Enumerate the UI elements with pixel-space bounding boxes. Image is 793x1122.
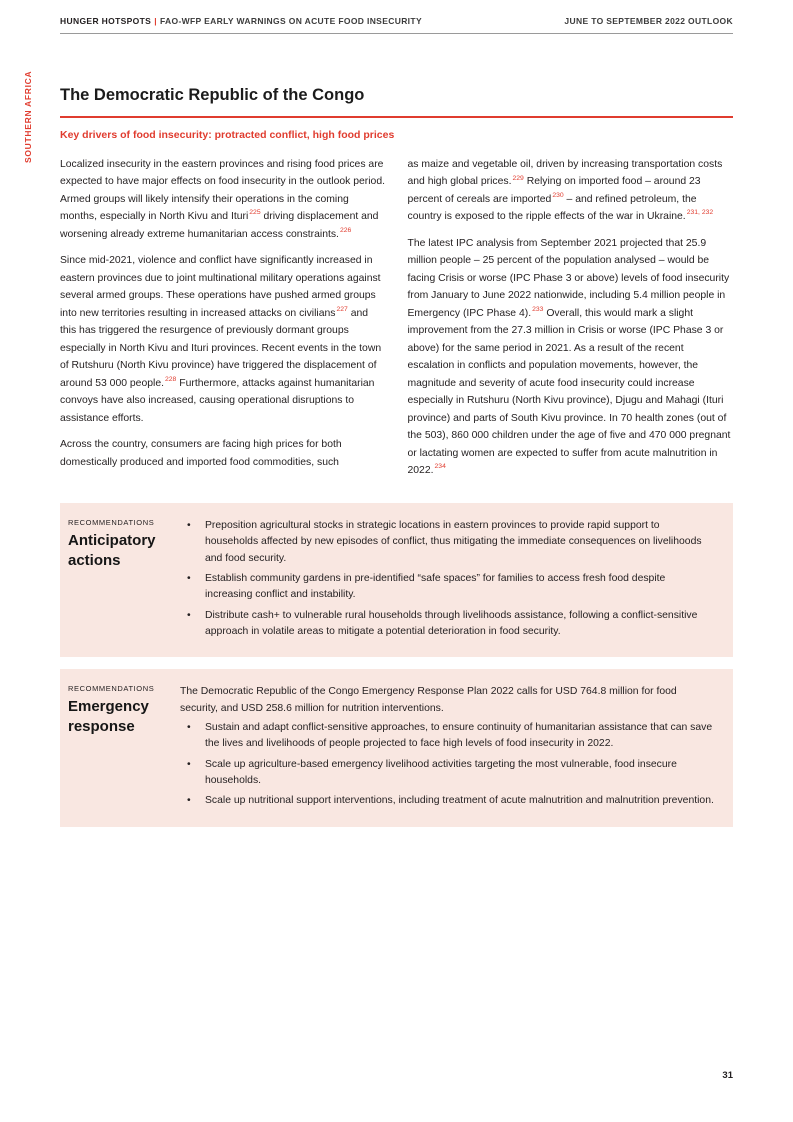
recommendation-item: • Scale up nutritional support interventions, including treatment of acute malnutrition and malnutrition prevention. — [180, 793, 715, 809]
header-left — [60, 16, 422, 26]
body-column-left — [60, 156, 386, 488]
recommendation-item: • Establish community gardens in pre-identified “safe spaces” for families to access fresh food despite increasing conflict and instability. — [180, 571, 715, 604]
box-content — [180, 518, 715, 644]
footnote-ref: 231, 232 — [686, 209, 714, 217]
body-column-right — [408, 156, 734, 488]
paragraph: Since mid-2021, violence and conflict have significantly increased in eastern provinces due to joint multinational military operations against several armed groups. These operations have pushed armed groups into new territories resulting in increased attacks on civilians$^{227}$ and this has triggered the resurgence of previously dormant groups especially in North Kivu and Ituri provinces. Recent events in the town of Rutshuru (North Kivu province) have triggered the displacement of around 53 000 people.$^{228}$ Furthermore, attacks against humanitarian convoys have also increased, causing operational disruptions to assistance efforts. — [60, 255, 382, 424]
anticipatory-actions-box — [60, 503, 733, 657]
header-divider — [60, 33, 733, 34]
footnote-ref: 229 — [512, 174, 524, 182]
region-label: SOUTHERN AFRICA — [23, 70, 33, 163]
box-label: RECOMMENDATIONS — [68, 518, 155, 527]
recommendation-item: • Distribute cash+ to vulnerable rural households through livelihoods assistance, following a conflict-sensitive approach in volatile areas to mitigate a potential deterioration in food security. — [180, 608, 715, 641]
paragraph: as maize and vegetable oil, driven by increasing transportation costs and high global prices.$^{229}$ Relying on imported food – around 23 percent of cereals are imported$^{230}$ – and refined petroleum, the country is exposed to the ripple effects of the war in Ukraine.$^{231, 232}$ — [407, 159, 723, 223]
paragraph: Across the country, consumers are facing high prices for both domestically produced and imported food commodities, such — [60, 439, 342, 468]
box-content — [180, 684, 715, 813]
header-outlook: JUNE TO SEPTEMBER 2022 OUTLOOK — [564, 16, 733, 26]
footnote-ref: 234 — [434, 463, 446, 470]
page-number: 31 — [722, 1070, 733, 1081]
box-side — [68, 684, 180, 813]
recommendation-item: • Preposition agricultural stocks in strategic locations in eastern provinces to provide rapid support to households affected by new episodes of conflict, thus mitigating the immediate consequences on livelihoods and food security. — [180, 518, 715, 567]
title-divider — [60, 116, 733, 118]
paragraph: Localized insecurity in the eastern provinces and rising food prices are expected to have major effects on food insecurity in the outlook period. Armed groups will likely intensify their operations in the coming months, especially in North Kivu and Ituri$^{225}$ driving displacement and worsening already extreme humanitarian access constraints.$^{226}$ — [60, 159, 386, 240]
footnote-ref: 226 — [339, 226, 352, 234]
footnote-ref: 233 — [532, 305, 544, 313]
recommendation-item: • Sustain and adapt conflict-sensitive approaches, to ensure continuity of humanitarian assistance that can save the lives and livelihoods of people projected to face high levels of food insecurity in 2022. — [180, 720, 715, 753]
recommendation-boxes — [60, 503, 733, 827]
box-intro: The Democratic Republic of the Congo Emergency Response Plan 2022 calls for USD 764.8 million for food security, and USD 258.6 million for nutrition interventions. — [180, 686, 677, 714]
report-brand: HUNGER HOTSPOTS — [60, 16, 152, 26]
footnote-ref: 227 — [336, 305, 348, 313]
emergency-response-box — [60, 669, 733, 826]
page-title: The Democratic Republic of the Congo — [60, 86, 365, 104]
footnote-ref: 225 — [249, 209, 261, 217]
key-drivers-heading: Key drivers of food insecurity: protracted conflict, high food prices — [60, 129, 395, 141]
footnote-ref: 230 — [552, 191, 564, 199]
body-columns — [60, 156, 733, 488]
page-header — [60, 16, 733, 26]
header-separator: | — [154, 16, 157, 26]
footnote-ref: 228 — [165, 375, 177, 383]
box-side — [68, 518, 180, 644]
recommendation-list — [180, 720, 715, 810]
recommendation-item: • Scale up agriculture-based emergency livelihood activities targeting the most vulnerable, food insecure households. — [180, 757, 715, 790]
report-tagline: FAO-WFP EARLY WARNINGS ON ACUTE FOOD INSECURITY — [159, 16, 422, 26]
box-title: Anticipatory actions — [68, 532, 156, 569]
recommendation-list — [180, 518, 715, 640]
box-label: RECOMMENDATIONS — [68, 684, 155, 694]
paragraph: The latest IPC analysis from September 2021 projected that 25.9 million people – 25 percent of the population analysed – would be facing Crisis or worse (IPC Phase 3 or above) levels of food insecurity from January to June 2022 nationwide, including 5.4 million people in Emergency (IPC Phase 4).$^{233}$ Overall, this would mark a slight improvement from the 27.3 million in Crisis or worse (IPC Phase 3 or above) for the same period in 2021. As a result of the recent escalation in conflicts and population movements, however, the magnitude and severity of acute food insecurity could increase especially in Rutshuru (North Kivu province), Djugu and Mahagi (Ituri province) and parts of South Kivu province. In 70 health zones (out of the 503), 860 000 children under the age of five and 470 000 pregnant or lactating women are expected to suffer from acute malnutrition in 2022.$^{234}$ — [407, 237, 731, 476]
box-title: Emergency response — [68, 698, 149, 735]
